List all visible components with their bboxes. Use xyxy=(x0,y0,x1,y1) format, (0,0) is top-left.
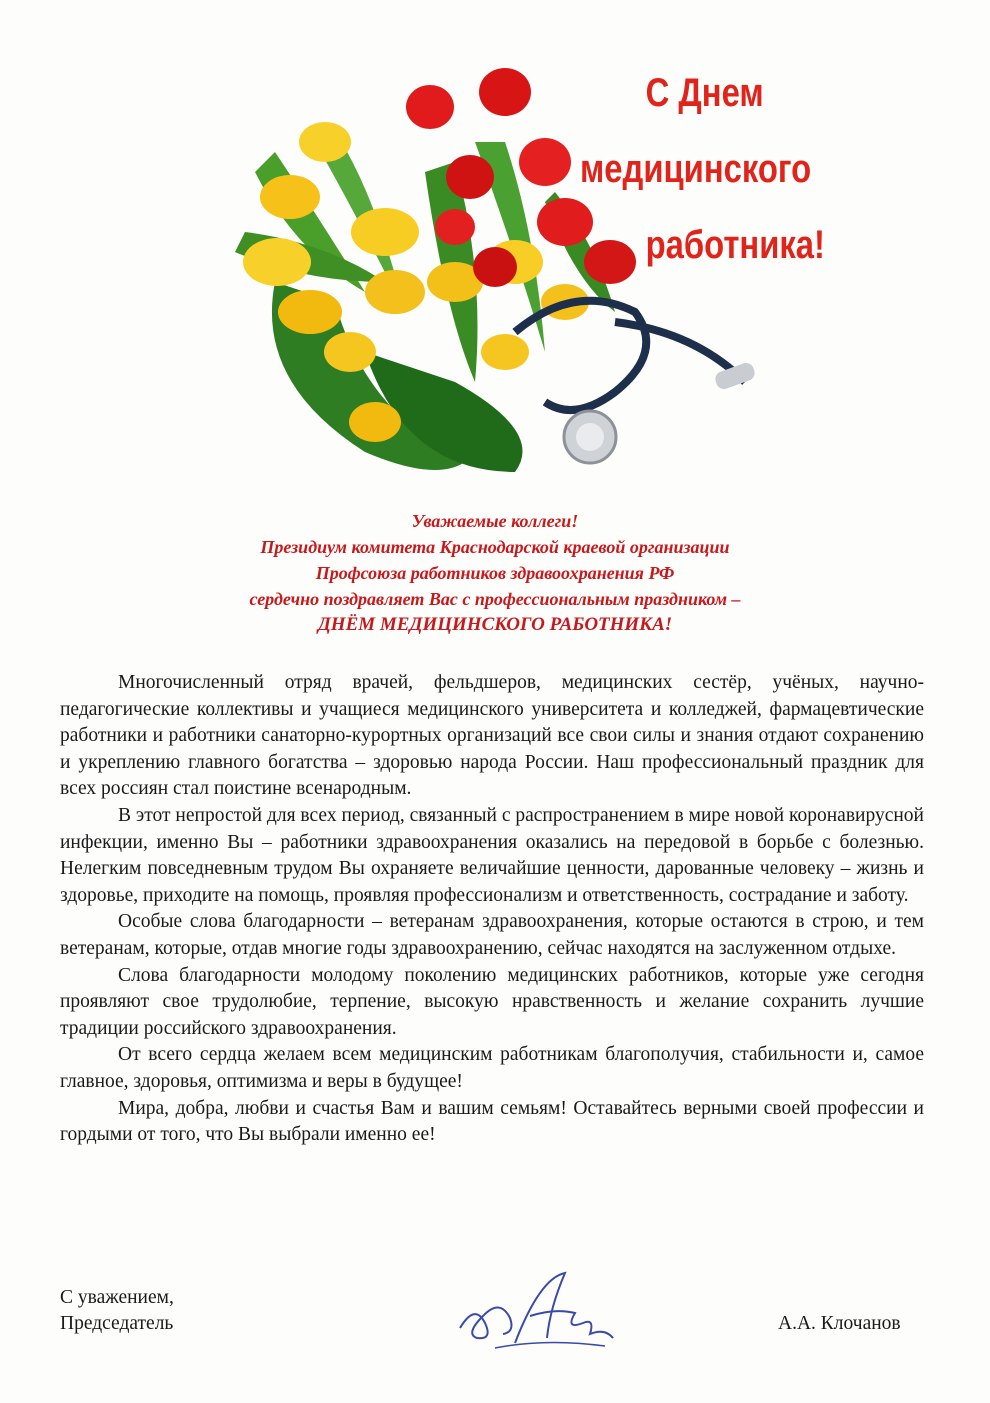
signatory-name: А.А. Клочанов xyxy=(778,1313,901,1334)
paragraph-2: В этот непростой для всех период, связанный с распространением в мире новой коронавирусной инфекции, именно Вы – работники здравоохранения оказались на передовой в борьбе с болезнью. Нелегким повседневным трудом Вы охраняете величайшие ценности, дарованные человеку – жизнь и здоровье, приходите на помощь, проявляя профессионализм и ответственность, сострадание и заботу. xyxy=(60,804,924,906)
signoff-line-1: С уважением, xyxy=(60,1287,174,1308)
letter-body xyxy=(60,670,924,1149)
paragraph-1: Многочисленный отряд врачей, фельдшеров, медицинских сестёр, учёных, научно-педагогические коллективы и учащиеся медицинского университета и колледжей, фармацевтические работники и работники санаторно-курортных организаций все свои силы и знания отдают сохранению и укреплению главного богатства – здоровью народа России. Наш профессиональный праздник для всех россиян стал поистине всенародным. xyxy=(60,672,924,800)
headline-line-1: С Днем xyxy=(645,71,764,115)
headline-line-3: работника! xyxy=(645,223,825,267)
headline-line-2: медицинского xyxy=(580,147,812,191)
greeting-line-3: Профсоюза работников здравоохранения РФ xyxy=(315,563,675,583)
greeting-block xyxy=(80,508,910,638)
headline xyxy=(580,55,826,283)
handwritten-signature xyxy=(455,1268,615,1358)
paragraph-5: От всего сердца желаем всем медицинским работникам благополучия, стабильности и, самое главное, здоровья, оптимизма и веры в будущее! xyxy=(60,1044,924,1092)
greeting-line-5: ДНЁМ МЕДИЦИНСКОГО РАБОТНИКА! xyxy=(317,614,673,635)
greeting-line-4: сердечно поздравляет Вас с профессиональным праздником – xyxy=(249,589,741,609)
signoff-block xyxy=(60,1285,174,1337)
signoff-line-2: Председатель xyxy=(60,1313,174,1334)
paragraph-4: Слова благодарности молодому поколению медицинских работников, которые уже сегодня проявляют свое трудолюбие, терпение, высокую нравственность и желание сохранить лучшие традиции российского здравоохранения. xyxy=(60,964,924,1039)
paragraph-6: Мира, добра, любви и счастья Вам и вашим семьям! Оставайтесь верными своей профессии и гордыми от того, что Вы выбрали именно ее! xyxy=(60,1097,924,1146)
greeting-line-1: Уважаемые коллеги! xyxy=(411,511,579,531)
paragraph-3: Особые слова благодарности – ветеранам здравоохранения, которые остаются в строю, и тем ветеранам, которые, отдав многие годы здравоохранению, сейчас находятся на заслуженном отдыхе. xyxy=(60,911,924,959)
greeting-line-2: Президиум комитета Краснодарской краевой организации xyxy=(260,537,730,557)
